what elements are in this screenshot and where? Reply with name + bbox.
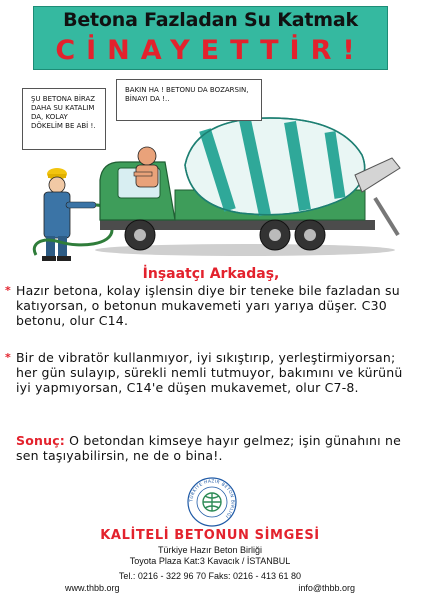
banner-subtitle: CİNAYETTİR! bbox=[55, 35, 366, 66]
driver-speech-bubble: BAKIN HA ! BETONU DA BOZARSIN, BİNAYI DA !.. bbox=[116, 79, 262, 121]
body-heading: İnşaatçı Arkadaş, bbox=[142, 266, 280, 282]
globe-icon bbox=[203, 493, 221, 511]
conclusion-text: O betondan kimseye hayır gelmez; işin günahını ne sen taşıyabilirsin, ne de o bina!. bbox=[16, 433, 401, 463]
svg-text:TÜRKİYE HAZIR BETON BİRLİĞİ: TÜRKİYE HAZIR BETON BİRLİĞİ bbox=[189, 479, 235, 519]
bullet-asterisk-icon: * bbox=[5, 284, 11, 297]
bullet-asterisk-icon: * bbox=[5, 351, 11, 364]
email-link[interactable]: info@thbb.org bbox=[298, 583, 355, 593]
title-banner bbox=[33, 6, 388, 70]
paragraph-2-text: Bir de vibratör kullanmıyor, iyi sıkıştırıp, yerleştirmiyorsan; her gün sulayıp, sürekli nemli tutmuyor, bakımını ve kürünü iyi yapmıyorsan, C14'e düşen mukavemet, olur C7-8. bbox=[16, 350, 403, 395]
paragraph-2 bbox=[5, 350, 408, 395]
footer-address: Toyota Plaza Kat:3 Kavacık / İSTANBUL bbox=[129, 556, 291, 566]
thbb-logo bbox=[186, 476, 238, 528]
paragraph-1-text: Hazır betona, kolay işlensin diye bir teneke bile fazladan su katıyorsan, o betonun mukavemeti yarı yarıya düşer. C30 betonu, olur C14. bbox=[16, 283, 400, 328]
footer-org: Türkiye Hazır Beton Birliği bbox=[157, 545, 263, 555]
worker-figure bbox=[42, 168, 96, 261]
mixer-drum bbox=[185, 118, 365, 215]
conclusion-label: Sonuç: bbox=[16, 433, 65, 448]
conclusion-paragraph bbox=[16, 433, 408, 463]
footer-slogan: KALİTELİ BETONUN SİMGESİ bbox=[100, 528, 320, 543]
worker-speech-bubble: ŞU BETONA BİRAZ DAHA SU KATALIM DA, KOLAY DÖKELİM BE ABİ !. bbox=[22, 88, 106, 150]
footer-phone: Tel.: 0216 - 322 96 70 Faks: 0216 - 413 61 80 bbox=[118, 571, 302, 581]
website-link[interactable]: www.thbb.org bbox=[65, 583, 120, 593]
paragraph-1 bbox=[5, 283, 408, 328]
banner-title: Betona Fazladan Su Katmak bbox=[63, 9, 358, 31]
